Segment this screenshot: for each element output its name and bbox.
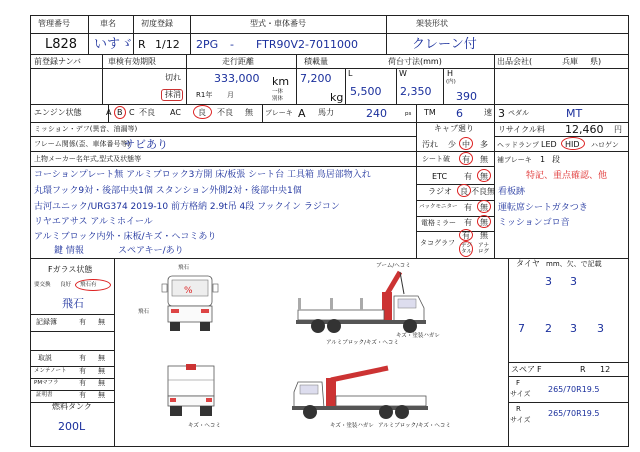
tire-unit: mm、欠、で記載 [546,260,602,268]
outlet-pref: 兵庫 [562,57,578,66]
note-line-6b: スペアキー/あり [118,246,184,256]
tire-rear-c: 3 [570,322,577,335]
hp-value: 240 [366,107,387,120]
radio-bad: 不良 [471,187,487,196]
dims-label: 荷台寸法(mm) [388,57,442,66]
radio-label: ラジオ [428,187,452,196]
brake-value: A [298,107,306,120]
backmonitor-label: バックモニター [419,204,458,210]
kiroku-no: 無 [98,318,105,326]
masshou-month: 月 [227,91,234,99]
mileage-unit: km [272,75,290,88]
note-line-2: 丸環フック9対・後部中央1個 スタンション外側2対・後部中央1個 [34,186,302,196]
special-item-2: 運転席シートガタつき [498,203,588,213]
dim-H-label: H [447,69,454,78]
special-item-1: 看板跡 [498,187,526,197]
note-line-3: 古河ユニック/URG374 2019-10 前方格納 2.9t吊 4段 フックイン ラジコン [34,202,340,212]
pm-label: PMマフラ [34,380,59,386]
engine-label: エンジン状態 [34,108,82,117]
tire-rear-d: 3 [597,322,604,335]
kiroku-yes: 有 [79,318,86,326]
tacho-analog: アナ ログ [478,243,490,255]
spare-f: F [537,365,542,374]
dim-L-value: 5,500 [350,85,382,98]
mileage-value: 333,000 [214,72,260,85]
svg-text:%: % [184,286,193,296]
hp-unit: ps [405,111,412,117]
outlet-ken: 県) [590,57,602,66]
special-title: 特記、重点確認、他 [526,171,608,181]
ac-bad: 不良 [217,108,233,117]
tm-label: TM [424,108,436,117]
tire-f-size-label: サイズ [510,390,531,398]
diag-block-label: アルミブロック/キズ・ヘコミ [326,340,399,346]
tacho-digital: デジ タル [461,243,473,255]
brake2-label: 補ブレーキ [497,156,532,164]
tire-r-size: 265/70R19.5 [548,409,600,418]
brake2-value: 1 [540,155,546,164]
pedal-value: 3 [498,107,505,120]
dim-L-label: L [348,69,353,78]
dim-W-value: 2,350 [400,85,432,98]
note-line-5: アルミブロック内外・床板/キズ・ヘコミあり [34,232,217,242]
body-label: 架装形状 [416,19,448,28]
hid-label: HID [565,140,580,149]
tire-f-label: F [516,379,521,387]
recycle-value: 12,460 [565,123,604,136]
etc-label: ETC [432,172,448,181]
engine-C: C [129,108,135,117]
led-label: LED [541,140,557,149]
kiroku-label: 記録簿 [36,318,57,326]
shomei-label: 証明書 [36,392,53,398]
dirt-mid: 中 [462,140,470,149]
capacity-label: 積載量 [304,57,328,66]
maker-value: いすゞ [94,37,134,52]
brake2-unit: 段 [552,155,560,164]
tire-front-right: 3 [570,275,577,288]
betsu-label: 別体 [272,96,284,102]
tire-f-size: 265/70R19.5 [548,385,600,394]
diag-bottom-block: アルミブロック/キズ・ヘコミ [378,423,451,429]
shomei-yes: 有 [79,391,86,399]
seat-label: シート破 [422,155,450,163]
dirt-label: 汚れ [422,140,438,149]
model-dash: - [230,38,234,51]
diag-rear-kizu-label: キズ・ヘコミ [188,423,221,429]
fuel-value: 200L [58,420,86,433]
tire-front-left: 3 [545,275,552,288]
fuel-label: 燃料タンク [52,402,92,411]
meter-yes: 有 [79,367,86,375]
diag-hiseki-label: 飛石 [178,265,190,271]
dirt-high: 多 [480,140,488,149]
glass-value: 飛石 [62,297,84,310]
kiregire-label: 切れ [165,73,181,82]
diag-hiseki-label-2: 飛石 [138,309,150,315]
mirror-label: 電格ミラー [421,219,456,227]
maker-label: 車名 [100,19,116,28]
recycle-label: リサイクル料 [498,125,545,134]
pm-yes: 有 [79,379,86,387]
headlamp-label: ヘッドランプ [497,141,539,149]
first-reg-era: R [138,38,146,51]
seat-no: 無 [480,155,488,164]
ac-good: 良 [198,108,206,117]
radio-good: 良 [460,187,468,196]
tire-r-size-label: サイズ [510,416,531,424]
meter-label: メンテノート [34,368,67,374]
shomei-no: 無 [98,391,105,399]
torisetsu-label: 取説 [38,354,52,362]
capacity-unit: kg [330,91,344,104]
model-value: FTR90V2-7011000 [256,38,358,51]
pedal-label: ペダル [508,109,529,117]
tacho-label: タコグラフ [420,239,455,247]
mileage-label: 走行距離 [222,57,254,66]
dirt-low: 少 [448,140,456,149]
torisetsu-yes: 有 [79,354,86,362]
masshou-date: R1年 [196,91,213,99]
cab-label: キャブ廻り [434,124,474,133]
ac-none: 無 [245,108,253,117]
engine-A: A [106,108,112,117]
mirror-no: 無 [480,218,488,227]
engine-B: B [117,108,123,117]
model-prefix: 2PG [196,38,219,51]
kanri-value: L828 [45,37,78,52]
recycle-unit: 円 [614,125,622,134]
dim-W-label: W [399,69,407,78]
frame-label: フレーム関係(歪、車体番号等) [34,140,131,148]
tm-value: 6 [456,107,463,120]
ac-label: AC [170,108,181,117]
spare-label: スペア [511,365,535,374]
spare-value: 12 [600,365,611,374]
diag-kizu-sabi-label: キズ・塗装ハガレ [396,333,440,339]
diag-boom-label: ブーム/ヘコミ [376,263,411,269]
engine-bad: 不良 [139,108,155,117]
seat-yes: 有 [462,155,470,164]
halogen-label: ハロゲン [591,141,619,149]
first-reg-value: 1/12 [155,38,180,51]
dim-H-value: 390 [456,90,477,103]
torisetsu-no: 無 [98,354,105,362]
diag-bottom-kizu-sabi: キズ・塗装ハガレ [330,423,374,429]
glass-hiseki: 飛石有 [80,282,97,288]
truck-side-view-top [290,263,460,340]
tire-rear-a: 7 [518,322,525,335]
prev-plate-label: 前登録ナンバ [34,57,82,66]
frame-value: サビあり [124,138,168,151]
tire-title: タイヤ [516,259,540,268]
note-line-6a: 鍵 情報 [54,246,84,256]
tire-r-label: R [516,405,521,413]
etc-no: 無 [480,172,488,181]
backmonitor-yes: 有 [464,203,472,212]
pm-no: 無 [98,379,105,387]
shaken-label: 車検有効期限 [108,57,156,66]
model-label: 型式・車体番号 [250,19,306,28]
uwamono-label: 上物メーカー名年式,型式及状態等 [34,155,142,163]
isshin-label: 一体 [272,89,284,95]
hp-label: 馬力 [318,108,334,117]
tacho-yes: 有 [462,231,470,240]
glass-good: 良好 [60,282,72,288]
masshou-label: 抹消 [165,90,181,99]
tire-rear-b: 2 [545,322,552,335]
mirror-yes: 有 [464,218,472,227]
mission-label: ミッション・デフ(異音、油漏等) [34,125,138,133]
special-item-3: ミッションゴロ音 [498,218,570,228]
note-line-4: リヤエアサス アルミホイール [34,217,153,227]
kanri-label: 管理番号 [38,19,70,28]
brake-label: ブレーキ [265,109,293,117]
etc-yes: 有 [464,172,472,181]
tm-unit: 速 [484,108,492,117]
body-value: クレーン付 [412,37,477,52]
mt-value: MT [566,107,583,120]
truck-side-view-bottom [290,360,460,424]
glass-title: Fガラス状態 [48,265,93,274]
radio-none: 無 [487,187,495,196]
backmonitor-no: 無 [480,203,488,212]
meter-no: 無 [98,367,105,375]
truck-front-view-top [160,272,220,334]
truck-rear-view [162,362,220,422]
glass-needs: 要交換 [34,282,51,288]
dim-H-sub: (内) [446,79,456,85]
spare-r: R [580,365,586,374]
capacity-value: 7,200 [300,72,332,85]
first-reg-label: 初度登録 [141,19,173,28]
tacho-no: 無 [480,231,488,240]
outlet-label: 出品会社( [497,57,533,66]
note-line-1: コーションプレート無 アルミブロック3方開 床/板張 シート台 工具箱 鳥居部物入れ [34,170,371,180]
